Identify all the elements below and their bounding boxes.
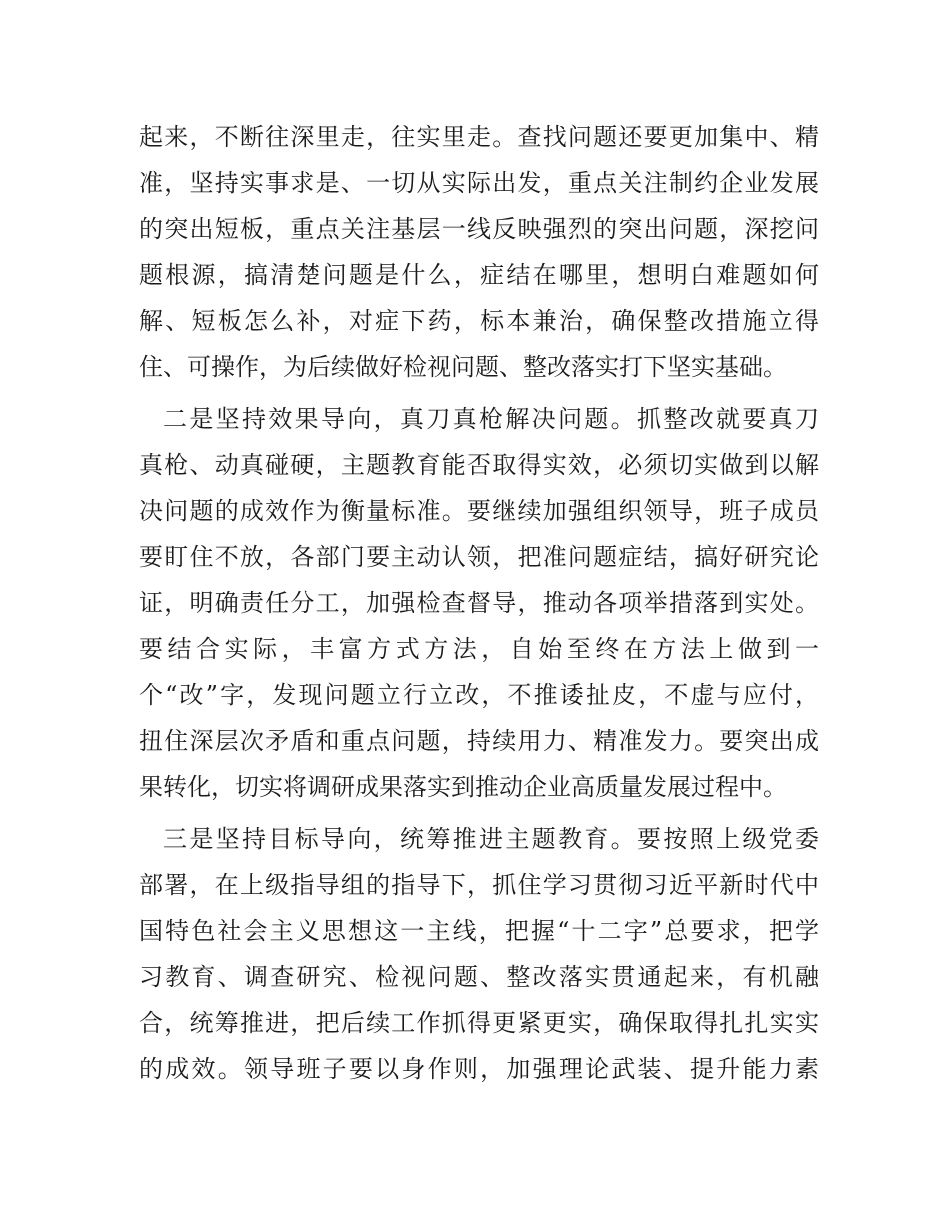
text-line: 合，统筹推进，把后续工作抓得更紧更实，确保取得扎扎实实 (139, 1009, 819, 1037)
text-line: 要结合实际，丰富方式方法，自始至终在方法上做到一 (139, 635, 819, 663)
text-line: 二是坚持效果导向，真刀真枪解决问题。抓整改就要真刀 (163, 405, 819, 433)
document-body (139, 114, 819, 1092)
text-line: 扭住深层次矛盾和重点问题，持续用力、精准发力。要突出成 (139, 727, 819, 755)
text-line: 住、可操作，为后续做好检视问题、整改落实打下坚实基础。 (139, 353, 787, 381)
paragraph-continuation (139, 114, 819, 390)
text-line: 决问题的成效作为衡量标准。要继续加强组织领导，班子成员 (139, 497, 819, 525)
paragraph-result-oriented (139, 396, 819, 810)
paragraph-goal-oriented (139, 816, 819, 1092)
text-line: 准，坚持实事求是、一切从实际出发，重点关注制约企业发展 (139, 169, 819, 197)
text-line: 题根源，搞清楚问题是什么，症结在哪里，想明白难题如何 (139, 261, 819, 289)
text-line: 的突出短板，重点关注基层一线反映强烈的突出问题，深挖问 (139, 215, 819, 243)
text-line: 部署，在上级指导组的指导下，抓住学习贯彻习近平新时代中 (139, 871, 819, 899)
text-line: 个“改”字，发现问题立行立改，不推诿扯皮，不虚与应付， (139, 681, 819, 709)
text-line: 习教育、调查研究、检视问题、整改落实贯通起来，有机融 (139, 963, 819, 991)
text-line: 要盯住不放，各部门要主动认领，把准问题症结，搞好研究论 (139, 543, 819, 571)
text-line: 起来，不断往深里走，往实里走。查找问题还要更加集中、精 (139, 123, 819, 151)
text-line: 果转化，切实将调研成果落实到推动企业高质量发展过程中。 (139, 773, 787, 801)
text-line: 三是坚持目标导向，统筹推进主题教育。要按照上级党委 (163, 825, 819, 853)
text-line: 解、短板怎么补，对症下药，标本兼治，确保整改措施立得 (139, 307, 819, 335)
text-line: 的成效。领导班子要以身作则，加强理论武装、提升能力素 (139, 1055, 819, 1083)
text-line: 国特色社会主义思想这一主线，把握“十二字”总要求，把学 (139, 917, 819, 945)
text-line: 真枪、动真碰硬，主题教育能否取得实效，必须切实做到以解 (139, 451, 819, 479)
text-line: 证，明确责任分工，加强检查督导，推动各项举措落到实处。 (139, 589, 819, 617)
